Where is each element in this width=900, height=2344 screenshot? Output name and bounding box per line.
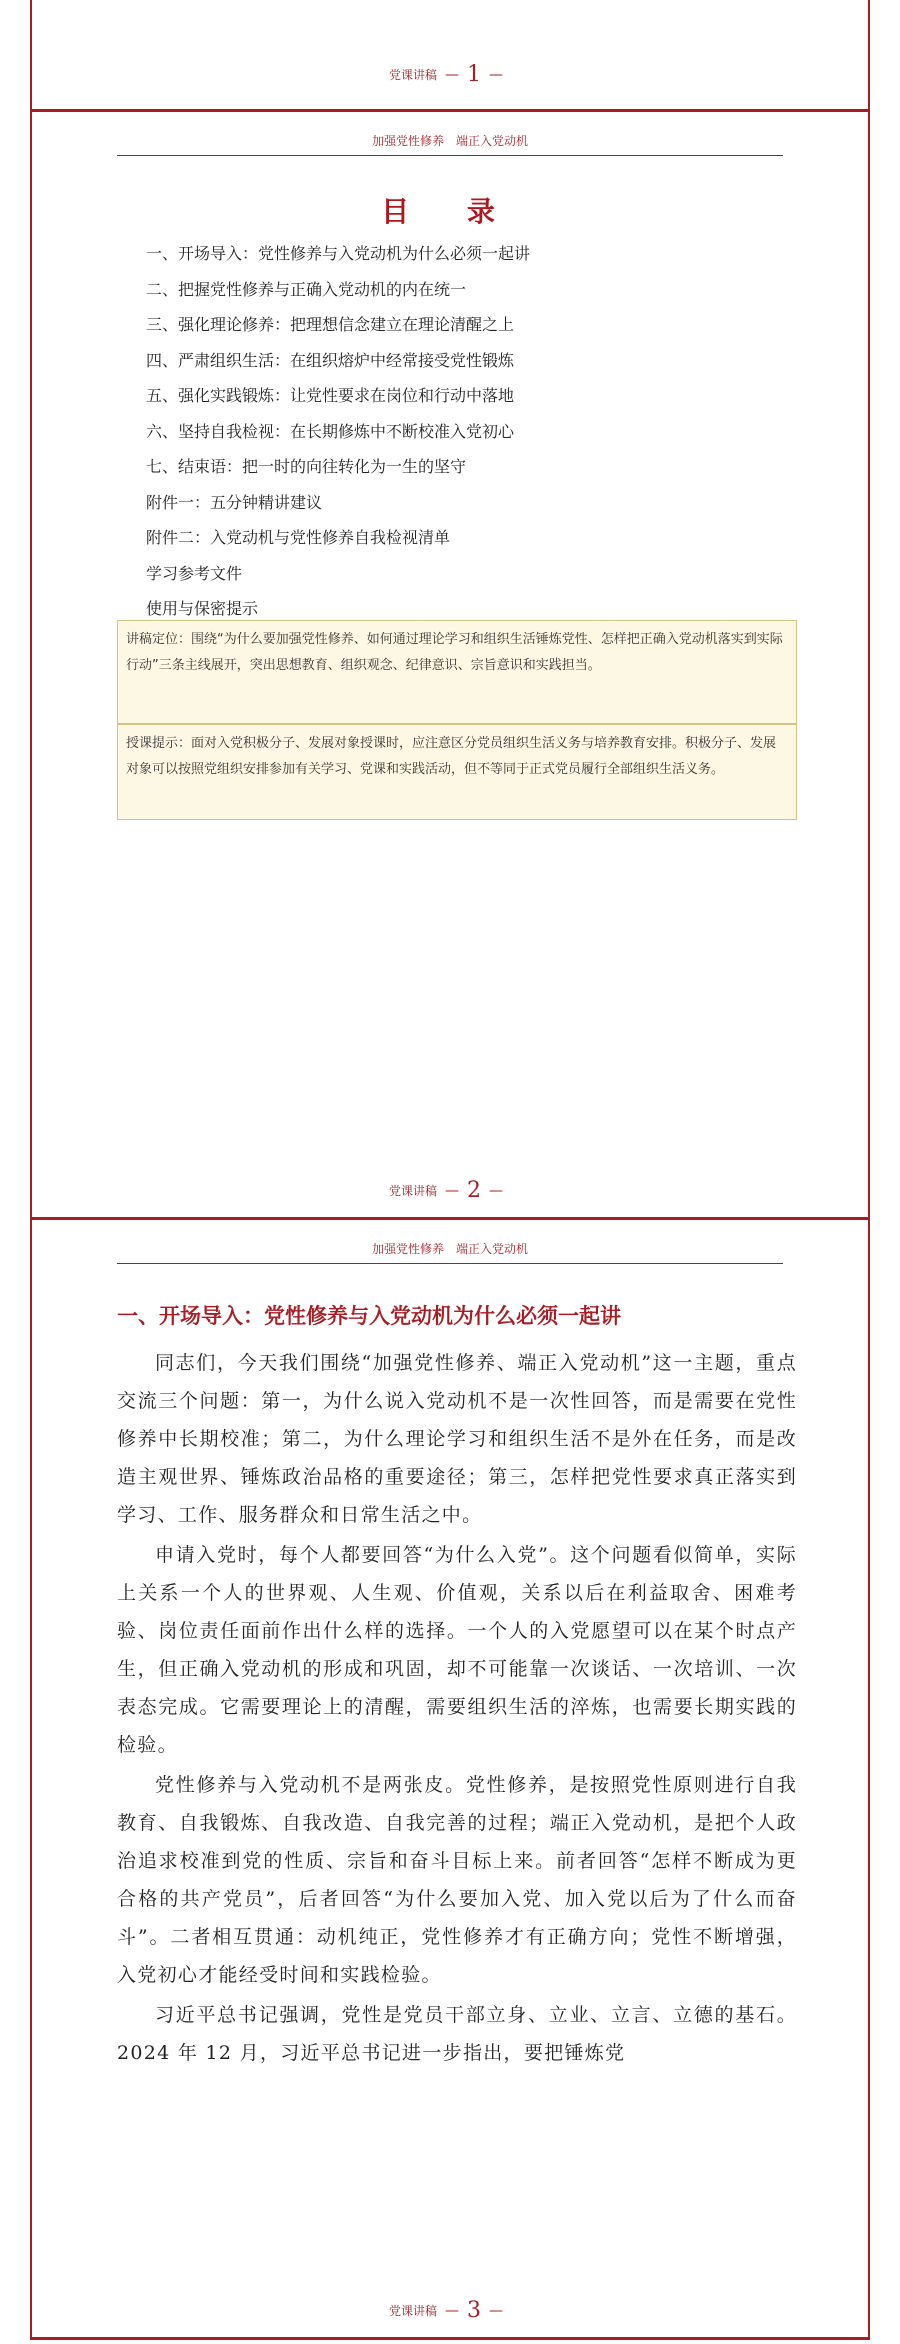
page-1 (30, 0, 870, 112)
body-paragraph: 党性修养与入党动机不是两张皮。党性修养，是按照党性原则进行自我教育、自我锻炼、自我改造、自我完善的过程；端正入党动机，是把个人政治追求校准到党的性质、宗旨和奋斗目标上来。前者回答“怎样不断成为更合格的共产党员”，后者回答“为什么要加入党、加入党以后为了什么而奋斗”。二者相互贯通：动机纯正，党性修养才有正确方向；党性不断增强，入党初心才能经受时间和实践检验。 (117, 1774, 797, 1986)
toc-item[interactable]: 五、强化实践锻炼：让党性要求在岗位和行动中落地 (146, 386, 515, 405)
page-footer: 党课讲稿 — 2 — (388, 1178, 503, 1203)
body-paragraph: 习近平总书记强调，党性是党员干部立身、立业、立言、立德的基石。2024 年 12 月，习近平总书记进一步指出，要把锤炼党 (117, 2004, 797, 2064)
body-paragraph: 申请入党时，每个人都要回答“为什么入党”。这个问题看似简单，实际上关系一个人的世界观、人生观、价值观，关系以后在利益取舍、困难考验、岗位责任面前作出什么样的选择。一个人的入党愿望可以在某个时点产生，但正确入党动机的形成和巩固，却不可能靠一次谈话、一次培训、一次表态完成。它需要理论上的清醒，需要组织生活的淬炼，也需要长期实践的检验。 (117, 1544, 797, 1756)
section-heading: 一、开场导入：党性修养与入党动机为什么必须一起讲 (117, 1304, 621, 1328)
page-number: 3 (467, 2298, 481, 2323)
page-footer: 党课讲稿 — 1 — (388, 62, 503, 87)
page-number: 2 (467, 1178, 481, 1203)
teaching-tip-note: 授课提示：面对入党积极分子、发展对象授课时，应注意区分党员组织生活义务与培养教育安排。积极分子、发展对象可以按照党组织安排参加有关学习、党课和实践活动，但不等同于正式党员履行全部组织生活义务。 (117, 724, 797, 820)
section-body (117, 1344, 797, 2074)
toc-list (146, 236, 530, 627)
page-3 (30, 1220, 870, 2340)
toc-item[interactable]: 一、开场导入：党性修养与入党动机为什么必须一起讲 (146, 244, 531, 263)
running-head: 加强党性修养 端正入党动机 (117, 1240, 783, 1264)
page-2 (30, 112, 870, 1220)
toc-title: 目 录 (381, 195, 519, 228)
toc-item[interactable]: 三、强化理论修养：把理想信念建立在理论清醒之上 (146, 315, 515, 334)
running-head: 加强党性修养 端正入党动机 (117, 132, 783, 156)
toc-item[interactable]: 七、结束语：把一时的向往转化为一生的坚守 (146, 457, 467, 476)
page-number: 1 (467, 62, 481, 87)
toc-item[interactable]: 附件一：五分钟精讲建议 (146, 492, 323, 512)
toc-item[interactable]: 二、把握党性修养与正确入党动机的内在统一 (146, 279, 467, 299)
body-paragraph: 同志们，今天我们围绕“加强党性修养、端正入党动机”这一主题，重点交流三个问题：第一，为什么说入党动机不是一次性回答，而是需要在党性修养中长期校准；第二，为什么理论学习和组织生活不是外在任务，而是改造主观世界、锤炼政治品格的重要途径；第三，怎样把党性要求真正落实到学习、工作、服务群众和日常生活之中。 (117, 1352, 797, 1526)
toc-item[interactable]: 附件二：入党动机与党性修养自我检视清单 (146, 528, 451, 547)
toc-item[interactable]: 四、严肃组织生活：在组织熔炉中经常接受党性锻炼 (146, 350, 515, 370)
page-footer: 党课讲稿 — 3 — (388, 2298, 503, 2323)
toc-item[interactable]: 学习参考文件 (146, 563, 243, 583)
toc-item[interactable]: 使用与保密提示 (146, 599, 259, 618)
positioning-note: 讲稿定位：围绕“为什么要加强党性修养、如何通过理论学习和组织生活锤炼党性、怎样把正确入党动机落实到实际行动”三条主线展开，突出思想教育、组织观念、纪律意识、宗旨意识和实践担当。 (117, 620, 797, 724)
toc-item[interactable]: 六、坚持自我检视：在长期修炼中不断校准入党初心 (146, 421, 515, 441)
